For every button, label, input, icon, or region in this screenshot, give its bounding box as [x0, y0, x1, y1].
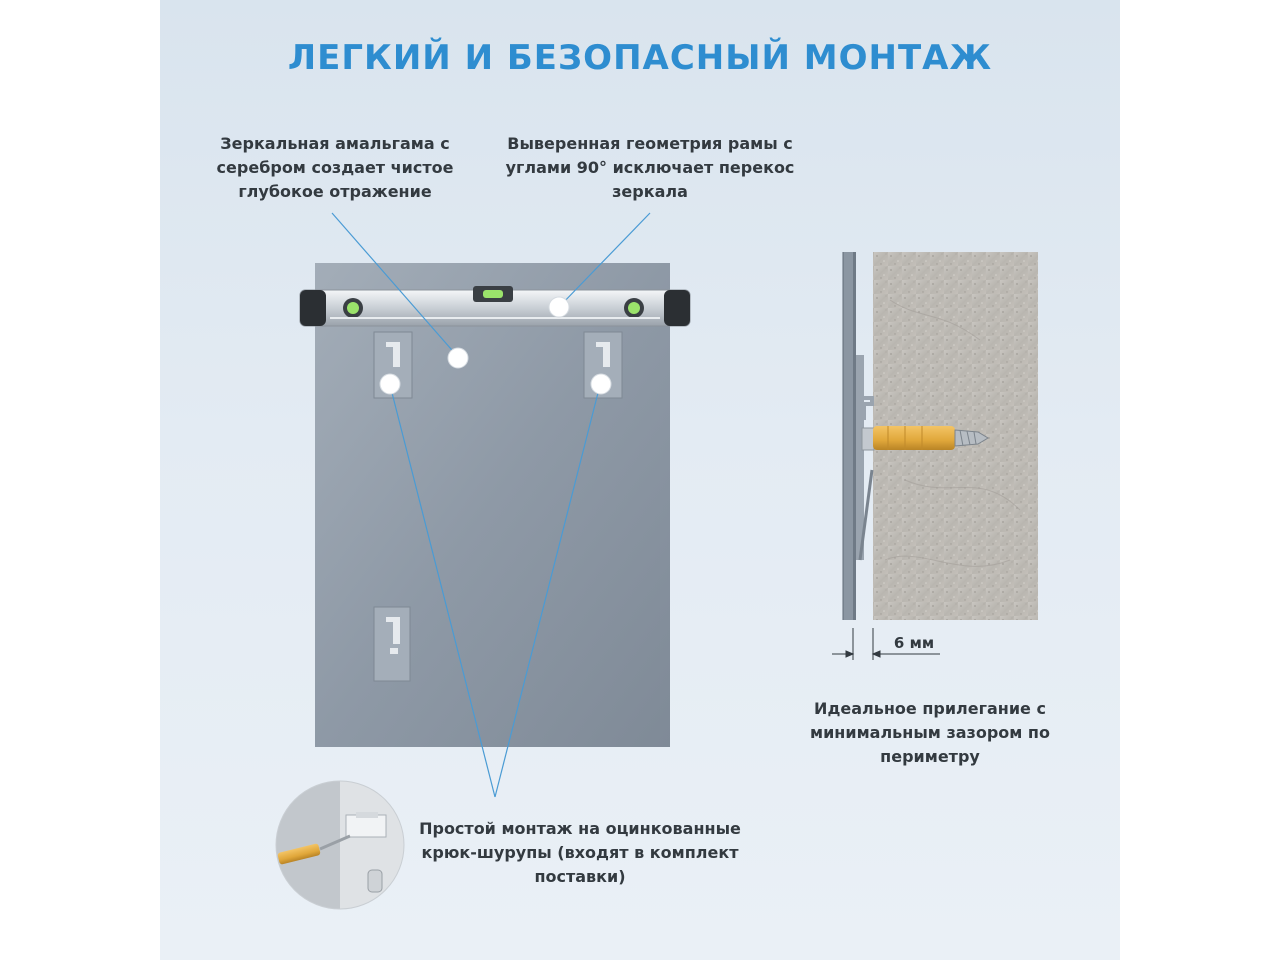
- illustration: [160, 0, 1120, 960]
- infographic-panel: [160, 0, 1120, 960]
- hook-closeup-inset: [270, 780, 410, 910]
- caption-geometry: Выверенная геометрия рамы с углами 90° исключает перекос зеркала: [505, 134, 795, 201]
- callout-dot-amalgam: [448, 348, 468, 368]
- page-title: ЛЕГКИЙ И БЕЗОПАСНЫЙ МОНТАЖ: [287, 38, 993, 78]
- caption-fit: Идеальное прилегание с минимальным зазором по периметру: [810, 699, 1050, 766]
- caption-mounting: Простой монтаж на оцинкованные крюк-шурупы (входят в комплект поставки): [419, 819, 741, 886]
- mirror-bracket-bottom: [374, 607, 410, 681]
- callout-dot-hook-right: [591, 374, 611, 394]
- callout-dot-geometry: [549, 297, 569, 317]
- caption-amalgam: Зеркальная амальгама с серебром создает чистое глубокое отражение: [216, 134, 454, 201]
- gap-label: 6 мм: [893, 634, 935, 652]
- spirit-level: [300, 286, 690, 326]
- callout-dot-hook-left: [380, 374, 400, 394]
